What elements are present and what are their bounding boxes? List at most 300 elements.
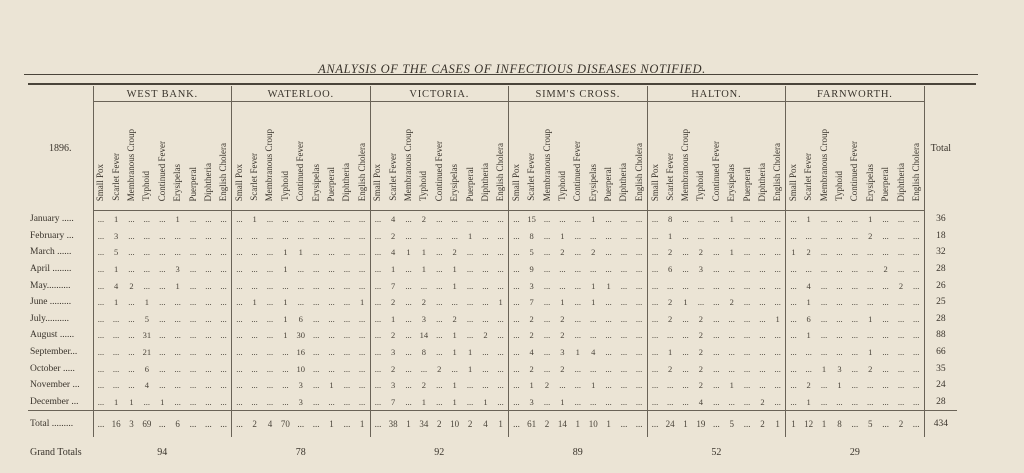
table-cell: ... — [820, 330, 828, 341]
table-cell: ... — [836, 264, 843, 275]
table-cell: 2 — [883, 264, 888, 275]
table-cell: ... — [774, 214, 781, 225]
table-cell: ... — [159, 280, 166, 291]
table-cell: ... — [851, 313, 859, 324]
table-cell: ... — [497, 247, 504, 258]
table-cell: ... — [774, 380, 781, 391]
table-cell: ... — [786, 311, 801, 328]
table-cell: 6 — [668, 264, 673, 275]
table-cell: ... — [497, 330, 504, 341]
table-cell: ... — [743, 297, 751, 308]
table-cell: ... — [574, 230, 581, 241]
table-cell: ... — [897, 363, 905, 374]
table-cell: ... — [851, 264, 859, 275]
disease-header — [863, 102, 878, 211]
table-cell: ... — [774, 330, 781, 341]
table-cell: ... — [647, 211, 662, 228]
table-row — [28, 377, 957, 394]
table-cell: 1 — [498, 297, 503, 308]
table-cell: ... — [509, 211, 524, 228]
table-cell: ... — [436, 247, 443, 258]
table-cell: ... — [358, 363, 366, 374]
disease-header — [601, 102, 616, 211]
table-cell: 1 — [283, 313, 288, 324]
total-cell: 5 — [724, 411, 739, 438]
table-cell: ... — [174, 330, 181, 341]
disease-header — [509, 102, 524, 211]
table-cell: ... — [358, 264, 366, 275]
table-cell: ... — [282, 347, 289, 358]
table-cell: ... — [220, 280, 227, 291]
disease-label: Continued Fever — [572, 140, 583, 201]
table-cell: ... — [497, 396, 504, 407]
table-cell: ... — [635, 214, 643, 225]
table-cell: 3 — [390, 347, 396, 358]
table-cell: 15 — [527, 214, 536, 225]
table-cell: 2 — [560, 330, 565, 341]
table-cell: ... — [713, 247, 720, 258]
table-cell: ... — [174, 230, 181, 241]
table-cell: ... — [466, 264, 474, 275]
table-cell: ... — [343, 380, 351, 391]
table-cell: ... — [436, 264, 443, 275]
table-cell: ... — [358, 214, 366, 225]
table-cell: ... — [635, 264, 643, 275]
table-cell: ... — [743, 363, 751, 374]
row-total: 66 — [924, 344, 957, 361]
table-cell: 6 — [298, 313, 303, 324]
table-cell: 2 — [668, 297, 673, 308]
table-cell: ... — [820, 396, 828, 407]
table-cell: 4 — [529, 347, 534, 358]
table-cell: 1 — [868, 313, 873, 324]
table-cell: 3 — [175, 264, 180, 275]
table-cell: ... — [590, 363, 597, 374]
table-cell: ... — [682, 214, 689, 225]
table-cell: ... — [559, 280, 566, 291]
table-cell: ... — [312, 214, 320, 225]
table-cell: ... — [312, 363, 320, 374]
table-cell: ... — [143, 214, 151, 225]
table-cell: ... — [820, 230, 828, 241]
table-cell: ... — [666, 396, 674, 407]
disease-header — [755, 102, 770, 211]
table-cell: ... — [189, 347, 197, 358]
table-cell: ... — [713, 264, 720, 275]
table-cell: ... — [251, 380, 258, 391]
table-cell: 1 — [252, 297, 257, 308]
table-cell: ... — [436, 330, 443, 341]
table-cell: ... — [482, 230, 489, 241]
table-cell: ... — [647, 377, 662, 394]
disease-label: Small Pox — [372, 163, 383, 201]
disease-header — [416, 102, 431, 211]
table-cell: ... — [482, 214, 489, 225]
table-cell: ... — [328, 363, 335, 374]
table-cell: 1 — [591, 380, 596, 391]
infectious-diseases-table — [28, 86, 957, 467]
table-cell: ... — [370, 244, 385, 261]
table-cell: 2 — [806, 247, 811, 258]
table-cell: ... — [543, 230, 551, 241]
table-cell: ... — [743, 214, 751, 225]
disease-label: Continued Fever — [849, 140, 860, 201]
table-cell: ... — [882, 363, 889, 374]
table-cell: 30 — [296, 330, 306, 341]
disease-header — [247, 102, 262, 211]
table-cell: ... — [266, 297, 274, 308]
district-header: SIMM'S CROSS. — [509, 86, 648, 102]
table-cell: ... — [509, 327, 524, 344]
table-cell: ... — [358, 280, 366, 291]
table-cell: ... — [851, 380, 859, 391]
table-cell: ... — [343, 396, 351, 407]
table-cell: ... — [328, 214, 335, 225]
table-cell: ... — [574, 264, 581, 275]
table-cell: ... — [220, 247, 227, 258]
table-cell: 3 — [560, 347, 565, 358]
table-row — [28, 360, 957, 377]
table-cell: ... — [143, 247, 151, 258]
disease-label: English Cholera — [356, 142, 367, 201]
table-cell: ... — [897, 230, 905, 241]
total-cell: 2 — [432, 411, 447, 438]
month-label: June ......... — [30, 297, 72, 308]
table-cell: ... — [466, 313, 474, 324]
table-cell: 1 — [606, 280, 611, 291]
table-cell: 2 — [668, 247, 673, 258]
table-cell: ... — [232, 311, 247, 328]
table-cell: ... — [174, 396, 181, 407]
table-cell: 2 — [390, 363, 396, 374]
disease-label: Puerperal — [464, 166, 475, 201]
total-cell: 12 — [801, 411, 816, 438]
disease-header — [847, 102, 862, 211]
total-cell: ... — [909, 411, 924, 438]
table-cell: ... — [297, 264, 304, 275]
table-cell: 2 — [421, 380, 427, 391]
disease-header — [770, 102, 785, 211]
disease-header — [555, 102, 570, 211]
table-cell: ... — [912, 247, 920, 258]
table-cell: ... — [620, 297, 628, 308]
table-cell: ... — [251, 330, 258, 341]
table-row — [28, 211, 957, 228]
table-cell: ... — [128, 347, 135, 358]
row-total: 24 — [924, 377, 957, 394]
table-cell: 3 — [837, 363, 842, 374]
table-cell: ... — [93, 327, 108, 344]
disease-label: Continued Fever — [433, 140, 444, 201]
table-cell: ... — [605, 363, 612, 374]
district-header: FARNWORTH. — [786, 86, 925, 102]
table-cell: ... — [509, 311, 524, 328]
table-cell: 2 — [698, 347, 704, 358]
total-cell: 5 — [863, 411, 878, 438]
table-cell: ... — [647, 261, 662, 278]
table-cell: ... — [497, 347, 504, 358]
table-cell: ... — [666, 380, 674, 391]
table-cell: ... — [220, 264, 227, 275]
table-cell: ... — [743, 330, 751, 341]
table-cell: ... — [713, 280, 720, 291]
table-cell: ... — [605, 230, 612, 241]
table-cell: ... — [251, 264, 258, 275]
table-cell: ... — [620, 264, 628, 275]
row-total: 18 — [924, 228, 957, 245]
table-cell: ... — [882, 396, 889, 407]
disease-header — [724, 102, 739, 211]
table-cell: ... — [743, 380, 751, 391]
table-cell: ... — [328, 396, 335, 407]
table-cell: ... — [697, 214, 705, 225]
disease-label: Membranous Croup — [818, 128, 829, 201]
table-cell: ... — [220, 230, 227, 241]
table-cell: ... — [370, 344, 385, 361]
table-cell: ... — [328, 280, 335, 291]
table-cell: ... — [436, 396, 443, 407]
table-cell: ... — [759, 363, 766, 374]
table-cell: ... — [420, 363, 428, 374]
table-cell: ... — [466, 280, 474, 291]
disease-label: Puerperal — [187, 166, 198, 201]
table-cell: ... — [466, 297, 474, 308]
table-cell: 4 — [390, 214, 396, 225]
table-cell: 2 — [868, 230, 873, 241]
table-cell: ... — [713, 230, 720, 241]
table-cell: 3 — [529, 280, 534, 291]
table-cell: ... — [297, 280, 304, 291]
table-cell: ... — [205, 363, 212, 374]
table-cell: ... — [786, 344, 801, 361]
total-cell: ... — [339, 411, 354, 438]
table-cell: ... — [205, 247, 212, 258]
disease-header — [586, 102, 601, 211]
table-cell: 4 — [113, 280, 119, 291]
table-cell: ... — [343, 347, 351, 358]
table-cell: ... — [312, 396, 320, 407]
table-cell: ... — [93, 294, 108, 311]
table-cell: ... — [220, 380, 227, 391]
table-cell: 7 — [529, 297, 534, 308]
table-cell: ... — [559, 214, 566, 225]
table-cell: ... — [128, 214, 135, 225]
disease-header — [693, 102, 708, 211]
table-cell: ... — [759, 214, 766, 225]
table-cell: ... — [358, 247, 366, 258]
table-cell: 1 — [452, 380, 457, 391]
disease-label: Puerperal — [603, 166, 614, 201]
table-cell: ... — [574, 247, 581, 258]
table-cell: ... — [405, 264, 412, 275]
table-cell: 1 — [467, 363, 473, 374]
table-cell: ... — [405, 330, 412, 341]
table-cell: ... — [266, 247, 274, 258]
month-label: April ........ — [30, 264, 72, 275]
disease-header — [401, 102, 416, 211]
table-cell: ... — [370, 277, 385, 294]
total-cell: 1 — [493, 411, 508, 438]
table-cell: ... — [466, 330, 474, 341]
table-cell: 2 — [698, 313, 704, 324]
row-total: 36 — [924, 211, 957, 228]
table-cell: 1 — [668, 347, 673, 358]
table-cell: ... — [159, 330, 166, 341]
table-cell: ... — [851, 214, 859, 225]
table-cell: ... — [713, 380, 720, 391]
table-cell: ... — [343, 313, 351, 324]
table-cell: ... — [713, 347, 720, 358]
table-cell: 2 — [698, 363, 704, 374]
table-cell: ... — [912, 214, 920, 225]
table-cell: ... — [266, 380, 274, 391]
table-cell: 1 — [806, 396, 811, 407]
table-cell: ... — [590, 230, 597, 241]
table-cell: ... — [232, 327, 247, 344]
disease-header — [355, 102, 370, 211]
disease-header — [647, 102, 662, 211]
table-cell: 2 — [560, 247, 565, 258]
table-cell: ... — [282, 380, 289, 391]
disease-header — [632, 102, 647, 211]
table-cell: ... — [159, 313, 166, 324]
table-cell: 1 — [129, 396, 134, 407]
table-cell: ... — [205, 297, 212, 308]
table-cell: ... — [251, 313, 258, 324]
month-label: January ..... — [30, 214, 74, 225]
table-cell: ... — [189, 230, 197, 241]
table-cell: ... — [436, 214, 443, 225]
table-cell: 1 — [729, 380, 734, 391]
table-cell: ... — [574, 313, 581, 324]
total-cell: ... — [232, 411, 247, 438]
table-cell: ... — [174, 313, 181, 324]
disease-label: Continued Fever — [156, 140, 167, 201]
total-cell: ... — [216, 411, 231, 438]
total-cell: 1 — [601, 411, 616, 438]
table-cell: ... — [343, 280, 351, 291]
total-cell: 1 — [355, 411, 370, 438]
page-title: ANALYSIS OF THE CASES OF INFECTIOUS DISEASES NOTIFIED. — [318, 62, 706, 76]
table-cell: ... — [143, 230, 151, 241]
table-cell: ... — [774, 247, 781, 258]
table-cell: ... — [647, 277, 662, 294]
table-cell: 1 — [144, 297, 149, 308]
table-cell: 8 — [668, 214, 673, 225]
table-cell: 2 — [390, 230, 396, 241]
disease-label: English Cholera — [910, 142, 921, 201]
table-cell: ... — [912, 264, 920, 275]
table-cell: ... — [466, 214, 474, 225]
table-cell: 1 — [868, 347, 873, 358]
table-cell: ... — [912, 347, 920, 358]
disease-label: Continued Fever — [295, 140, 306, 201]
table-cell: ... — [312, 230, 320, 241]
table-cell: ... — [370, 294, 385, 311]
table-cell: ... — [759, 230, 766, 241]
table-cell: ... — [328, 264, 335, 275]
table-cell: ... — [436, 297, 443, 308]
grand-totals-row — [28, 437, 957, 467]
table-cell: 8 — [421, 347, 427, 358]
table-cell: ... — [312, 330, 320, 341]
table-cell: ... — [370, 311, 385, 328]
table-cell: ... — [189, 297, 197, 308]
table-cell: ... — [93, 344, 108, 361]
table-cell: ... — [174, 347, 181, 358]
disease-header — [801, 102, 816, 211]
table-cell: ... — [328, 313, 335, 324]
table-cell: ... — [405, 347, 412, 358]
table-cell: 4 — [698, 396, 704, 407]
table-cell: 16 — [296, 347, 306, 358]
table-cell: ... — [509, 244, 524, 261]
disease-header — [524, 102, 539, 211]
table-cell: ... — [312, 347, 320, 358]
table-cell: ... — [836, 347, 843, 358]
table-cell: ... — [605, 330, 612, 341]
table-cell: ... — [370, 261, 385, 278]
table-cell: ... — [635, 280, 643, 291]
district-grand-total: 78 — [295, 446, 306, 458]
table-cell: ... — [358, 230, 366, 241]
table-cell: 5 — [529, 247, 534, 258]
total-cell: ... — [509, 411, 524, 438]
table-cell: ... — [820, 313, 828, 324]
table-cell: 1 — [560, 230, 565, 241]
table-cell: ... — [805, 363, 812, 374]
disease-label: Typhoid — [833, 171, 844, 201]
table-cell: 14 — [419, 330, 429, 341]
total-cell: 2 — [539, 411, 554, 438]
table-cell: ... — [343, 264, 351, 275]
table-cell: ... — [713, 297, 720, 308]
table-cell: ... — [220, 363, 227, 374]
table-cell: ... — [328, 247, 335, 258]
disease-header — [216, 102, 231, 211]
table-cell: 1 — [113, 297, 119, 308]
disease-header — [108, 102, 123, 211]
table-cell: ... — [543, 297, 551, 308]
table-cell: ... — [620, 280, 628, 291]
table-cell: ... — [805, 347, 812, 358]
disease-header — [339, 102, 354, 211]
table-cell: ... — [405, 297, 412, 308]
table-cell: ... — [251, 230, 258, 241]
table-cell: 1 — [591, 297, 596, 308]
table-cell: ... — [743, 313, 751, 324]
table-cell: ... — [509, 277, 524, 294]
table-cell: ... — [882, 230, 889, 241]
table-cell: ... — [189, 247, 197, 258]
table-cell: ... — [232, 344, 247, 361]
table-cell: 3 — [390, 380, 396, 391]
disease-label: Typhoid — [556, 171, 567, 201]
total-cell: 8 — [832, 411, 847, 438]
table-cell: ... — [728, 264, 735, 275]
total-cell: 6 — [170, 411, 185, 438]
table-cell: ... — [912, 330, 920, 341]
disease-header — [539, 102, 554, 211]
disease-header — [786, 102, 801, 211]
table-cell: ... — [189, 264, 197, 275]
table-cell: ... — [774, 280, 781, 291]
table-cell: ... — [205, 347, 212, 358]
table-cell: ... — [559, 380, 566, 391]
table-cell: ... — [836, 396, 843, 407]
table-cell: ... — [205, 380, 212, 391]
table-cell: ... — [205, 396, 212, 407]
